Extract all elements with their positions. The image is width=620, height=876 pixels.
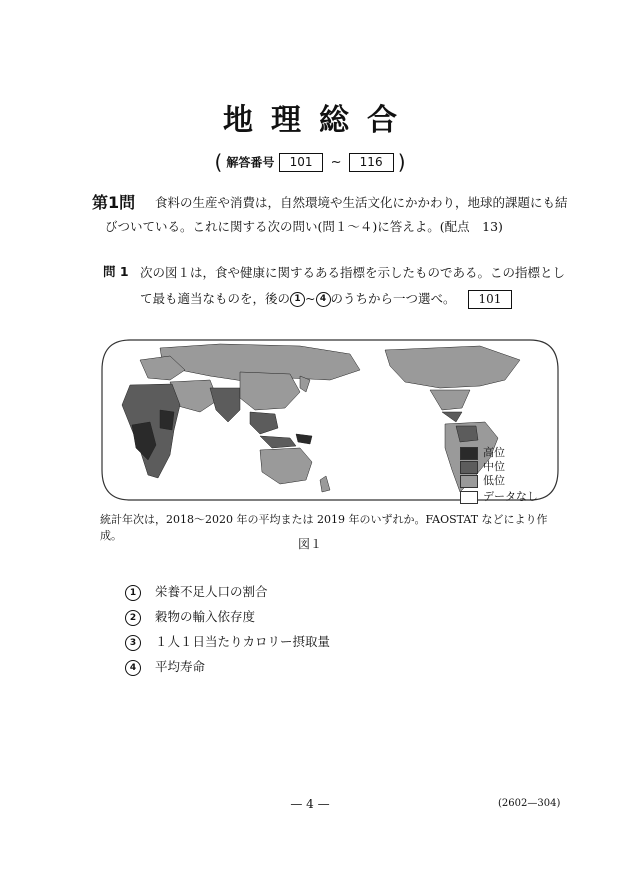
option-3-number: 3 <box>125 635 141 651</box>
range-tilde: ~ <box>330 154 342 170</box>
subquestion-text-part-b: のうちから一つ選べ。 <box>330 291 456 306</box>
legend-high: 高位 <box>460 444 505 460</box>
circled-number-to: 4 <box>316 292 331 307</box>
question-heading: 第1問 <box>92 193 136 212</box>
option-2-number: 2 <box>125 610 141 626</box>
legend-nodata: データなし <box>460 488 538 504</box>
subquestion-heading: 問 1 <box>103 264 129 279</box>
option-4 <box>125 657 205 676</box>
open-paren: ( <box>214 150 223 174</box>
legend-low: 低位 <box>460 472 505 488</box>
option-4-number: 4 <box>125 660 141 676</box>
circled-number-from: 1 <box>290 292 305 307</box>
figure-label: 図１ <box>297 537 322 551</box>
option-2 <box>125 607 255 626</box>
region-africa-east <box>160 410 174 430</box>
answer-number-label: 解答番号 <box>226 155 275 170</box>
question-text-line-1: 食料の生産や消費は，自然環境や生活文化にかかわり，地球的課題にも結 <box>155 195 568 210</box>
option-1-number: 1 <box>125 585 141 601</box>
option-2-text: 穀物の輸入依存度 <box>155 609 256 624</box>
subquestion-tilde: ~ <box>305 291 316 306</box>
answer-from-box: 101 <box>279 153 324 172</box>
legend-swatch-low <box>460 475 478 488</box>
page-number: — 4 — <box>290 797 330 811</box>
subquestion-text-line-1: 次の図１は，食や健康に関するある指標を示したものである。この指標とし <box>140 265 566 280</box>
subquestion-text-line-2 <box>140 287 570 311</box>
region-south-america-north <box>456 426 478 442</box>
legend-mid: 中位 <box>460 458 505 474</box>
option-4-text: 平均寿命 <box>155 659 206 674</box>
answer-number-range <box>0 150 620 174</box>
option-3-text: １人１日当たりカロリー摂取量 <box>155 634 331 649</box>
subquestion-answer-box: 101 <box>468 290 513 309</box>
page-title: 地理総合 <box>223 103 415 138</box>
question-text-line-2: びついている。これに関する次の問い(問１～４)に答えよ。(配点 13) <box>105 219 503 234</box>
source-note: 統計年次は，2018～2020 年の平均または 2019 年のいずれか。FAOSTAT などにより作成。 <box>100 513 548 542</box>
option-3 <box>125 632 330 651</box>
page-code: (2602—304) <box>498 798 561 809</box>
option-1 <box>125 582 268 601</box>
answer-to-box: 116 <box>349 153 394 172</box>
legend-swatch-nodata <box>460 491 478 504</box>
subquestion-text-part-a: て最も適当なものを，後の <box>140 291 291 306</box>
option-1-text: 栄養不足人口の割合 <box>155 584 268 599</box>
close-paren: ) <box>397 150 406 174</box>
